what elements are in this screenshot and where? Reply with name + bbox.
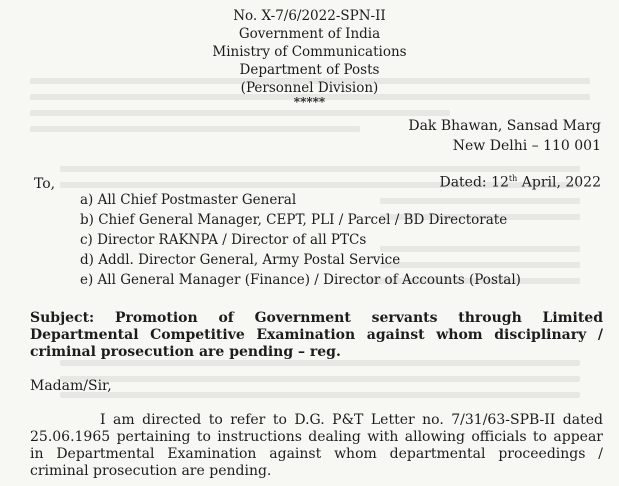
list-item: d) Addl. Director General, Army Postal Service	[80, 252, 401, 268]
dated-prefix: Dated: 12	[439, 174, 509, 191]
department-heading: Department of Posts	[239, 62, 380, 78]
recipient-list	[80, 190, 521, 290]
dated-suffix: April, 2022	[517, 174, 601, 191]
body-paragraph	[30, 412, 603, 480]
dated-line	[439, 174, 601, 191]
letter-number: No. X-7/6/2022-SPN-II	[233, 8, 386, 24]
address-line-2: New Delhi – 110 001	[452, 138, 601, 154]
ministry-heading: Ministry of Communications	[212, 44, 407, 60]
list-item: b) Chief General Manager, CEPT, PLI / Parcel / BD Directorate	[80, 212, 508, 228]
stars-separator: *****	[293, 95, 326, 109]
list-item: c) Director RAKNPA / Director of all PTCs	[80, 232, 367, 248]
list-item: a) All Chief Postmaster General	[80, 192, 297, 208]
subject-text: Subject: Promotion of Government servants through Limited Departmental Competitive Examination against whom disciplinary / criminal prosecution are pending – reg.	[30, 310, 603, 360]
government-heading: Government of India	[238, 26, 381, 42]
salutation: Madam/Sir,	[30, 378, 112, 394]
address-line-1: Dak Bhawan, Sansad Marg	[408, 118, 601, 134]
division-heading: (Personnel Division)	[240, 80, 379, 96]
list-item: e) All General Manager (Finance) / Director of Accounts (Postal)	[80, 272, 521, 288]
dated-superscript: th	[508, 174, 518, 183]
paragraph-text: I am directed to refer to D.G. P&T Letter no. 7/31/63-SPB-II dated 25.06.1965 pertaining to instructions dealing with allowing officials to appear in Departmental Examination against whom departmental proceedings / criminal prosecution are pending.	[30, 412, 603, 479]
to-label: To,	[34, 176, 56, 192]
